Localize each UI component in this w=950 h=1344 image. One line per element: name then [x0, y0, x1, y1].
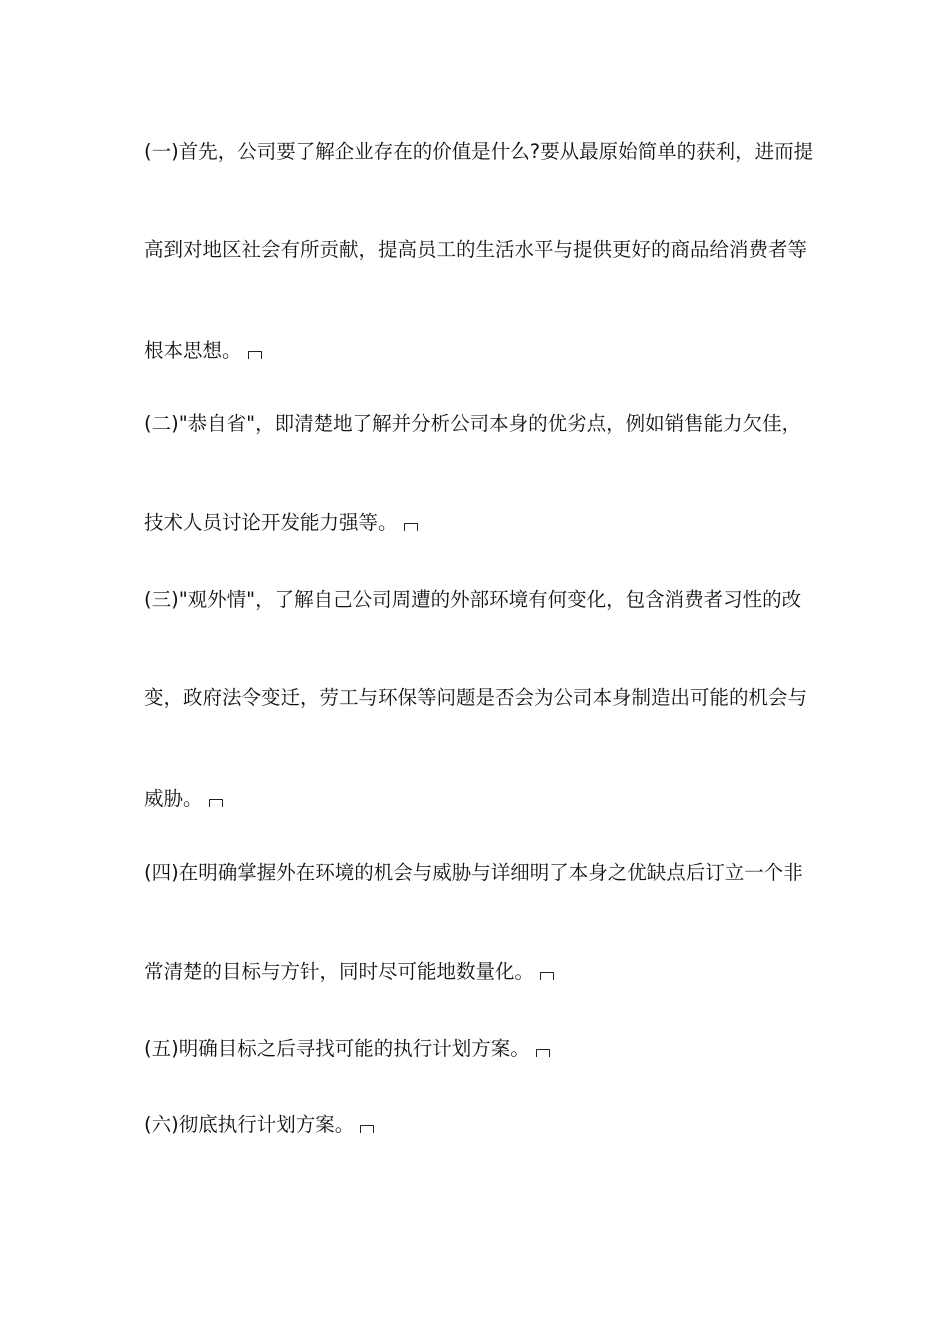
text-line: 技术人员讨论开发能力强等。: [144, 511, 398, 534]
text-line: (五)明确目标之后寻找可能的执行计划方案。: [144, 1037, 530, 1060]
text-line: (二)"恭自省"，即清楚地了解并分析公司本身的优劣点，例如销售能力欠佳，: [144, 412, 802, 435]
text-line: (六)彻底执行计划方案。: [144, 1113, 355, 1136]
text-line: 常清楚的目标与方针，同时尽可能地数量化。: [144, 960, 535, 983]
paragraph-2-line-1: [144, 412, 814, 436]
paragraph-1-line-2: [144, 238, 814, 262]
paragraph-mark-icon: [540, 972, 554, 980]
paragraph-mark-icon: [360, 1125, 374, 1133]
paragraph-mark-icon: [404, 523, 418, 531]
paragraph-4-line-2: [144, 960, 814, 984]
paragraph-4-line-1: [144, 861, 814, 885]
text-line: 变，政府法令变迁，劳工与环保等问题是否会为公司本身制造出可能的机会与: [144, 686, 808, 709]
paragraph-2-line-2: [144, 511, 814, 535]
paragraph-6-line-1: [144, 1113, 814, 1137]
paragraph-mark-icon: [248, 351, 262, 359]
text-line: 根本思想。: [144, 339, 242, 362]
paragraph-1-line-3: [144, 339, 814, 363]
paragraph-mark-icon: [536, 1049, 550, 1057]
paragraph-mark-icon: [209, 799, 223, 807]
text-line: (四)在明确掌握外在环境的机会与威胁与详细明了本身之优缺点后订立一个非: [144, 861, 803, 884]
paragraph-5-line-1: [144, 1037, 814, 1061]
paragraph-3-line-1: [144, 588, 814, 612]
paragraph-3-line-3: [144, 787, 814, 811]
paragraph-3-line-2: [144, 686, 814, 710]
text-line: 威胁。: [144, 787, 203, 810]
text-line: (三)"观外情"，了解自己公司周遭的外部环境有何变化，包含消费者习性的改: [144, 588, 802, 611]
text-line: 高到对地区社会有所贡献，提高员工的生活水平与提供更好的商品给消费者等: [144, 238, 808, 261]
paragraph-1-line-1: [144, 140, 814, 164]
text-line: (一)首先，公司要了解企业存在的价值是什么?要从最原始简单的获利，进而提: [144, 140, 814, 163]
